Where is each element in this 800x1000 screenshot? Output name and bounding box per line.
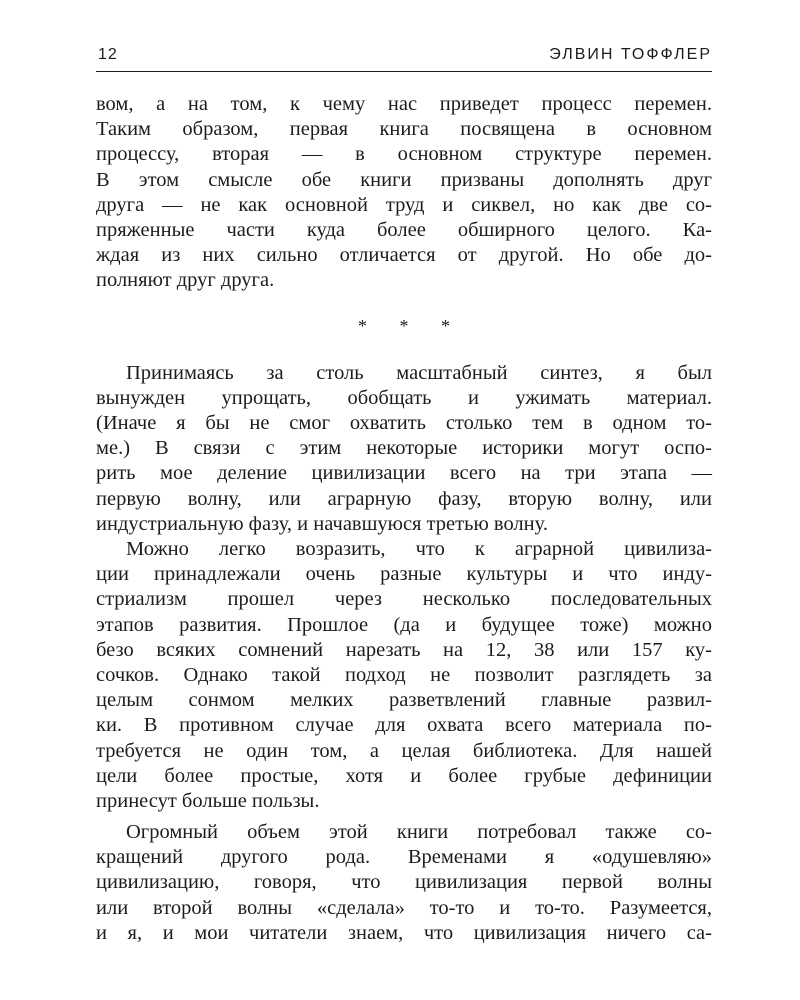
text-line: (Иначе я бы не смог охватить столько тем в одном то- [96, 412, 712, 435]
text-line: рить мое деление цивилизации всего на три этапа — [96, 462, 712, 485]
paragraph-3 [96, 537, 712, 814]
paragraph-4 [96, 820, 712, 946]
text-line: полняют друг друга. [96, 269, 275, 292]
text-line: и я, и мои читатели знаем, что цивилизация ничего са- [96, 921, 712, 944]
text-line: цивилизацию, говоря, что цивилизация первой волны [96, 871, 712, 894]
text-line: вом, а на том, к чему нас приведет процесс перемен. [96, 93, 712, 115]
text-line: Можно легко возразить, что к аграрной цивилиза- [126, 538, 712, 561]
text-line: цели более простые, хотя и более грубые дефиниции [96, 764, 712, 787]
text-line: ции принадлежали очень разные культуры и что инду- [96, 563, 712, 586]
section-separator: * * * [358, 315, 464, 336]
text-line: процессу, вторая — в основном структуре перемен. [96, 143, 712, 166]
text-line: стриализм прошел через несколько последовательных [96, 588, 712, 611]
text-line: вынужден упрощать, обобщать и ужимать материал. [96, 386, 712, 409]
text-line: друга — не как основной труд и сиквел, но как две со- [96, 193, 712, 216]
page-header [96, 46, 712, 72]
header-rule [96, 71, 712, 72]
running-head-author: ЭЛВИН ТОФФЛЕР [549, 46, 712, 63]
text-line: пряженные части куда более обширного целого. Ка- [96, 218, 712, 241]
text-line: Огромный объем этой книги потребовал также со- [126, 821, 712, 844]
text-line: безо всяких сомнений нарезать на 12, 38 или 157 ку- [96, 638, 712, 661]
text-line: кращений другого рода. Временами я «одушевляю» [96, 846, 712, 869]
text-line: ждая из них сильно отличается от другой. Но обе до- [96, 244, 712, 267]
text-line: сочков. Однако такой подход не позволит разглядеть за [96, 663, 712, 686]
text-line: первую волну, или аграрную фазу, вторую волну, или [96, 487, 712, 510]
text-line: целым сонмом мелких разветвлений главные развил- [96, 689, 712, 712]
body-text [96, 92, 712, 946]
text-line: принесут больше пользы. [96, 789, 320, 812]
paragraph-1 [96, 92, 712, 294]
text-line: ме.) В связи с этим некоторые историки могут оспо- [96, 437, 712, 460]
text-line: этапов развития. Прошлое (да и будущее тоже) можно [96, 613, 712, 636]
text-line: или второй волны «сделала» то-то и то-то. Разумеется, [96, 896, 712, 919]
text-line: требуется не один том, а целая библиотека. Для нашей [96, 739, 712, 762]
text-line: Таким образом, первая книга посвящена в основном [96, 118, 712, 141]
text-line: индустриальную фазу, и начавшуюся третью волну. [96, 512, 548, 535]
paragraph-2 [96, 361, 712, 537]
text-line: ки. В противном случае для охвата всего материала по- [96, 714, 712, 737]
page-number: 12 [98, 46, 118, 63]
text-line: Принимаясь за столь масштабный синтез, я был [126, 361, 712, 384]
text-line: В этом смысле обе книги призваны дополнять друг [96, 168, 712, 191]
